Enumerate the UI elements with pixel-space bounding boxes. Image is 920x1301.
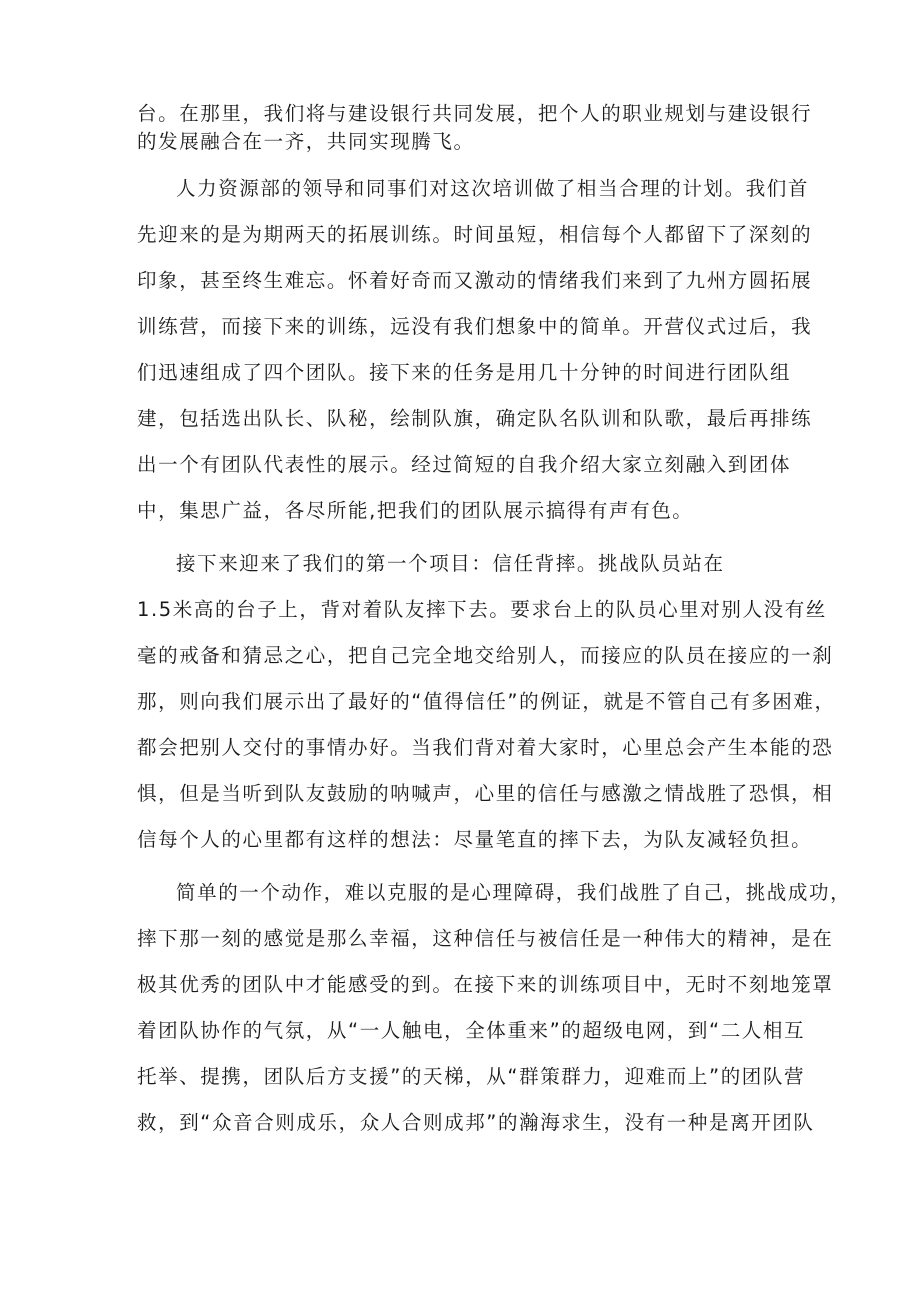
paragraph-start-line: 简单的一个动作，难以克服的是心理障碍，我们战胜了自己，挑战成功， <box>176 881 852 904</box>
text-line: 救，到“众音合则成乐，众人合则成邦”的瀚海求生，没有一种是离开团队 <box>137 1111 815 1134</box>
text-line: 1.5米高的台子上，背对着队友摔下去。要求台上的队员心里对别人没有丝 <box>137 598 827 621</box>
text-line: 先迎来的是为期两天的拓展训练。时间虽短，相信每个人都留下了深刻的 <box>137 223 813 246</box>
text-line: 出一个有团队代表性的展示。经过简短的自我介绍大家立刻融入到团体 <box>137 453 792 476</box>
text-line: 那，则向我们展示出了最好的“值得信任”的例证，就是不管自己有多困难， <box>137 690 836 713</box>
text-line: 印象，甚至终生难忘。怀着好奇而又激动的情绪我们来到了九州方圆拓展 <box>137 269 813 292</box>
text-line: 都会把别人交付的事情办好。当我们背对着大家时，心里总会产生本能的恐 <box>137 736 834 759</box>
paragraph-start-line: 人力资源部的领导和同事们对这次培训做了相当合理的计划。我们首 <box>176 177 810 200</box>
text-line: 惧，但是当听到队友鼓励的呐喊声，心里的信任与感激之情战胜了恐惧，相 <box>137 782 834 805</box>
text-line: 极其优秀的团队中才能感受的到。在接下来的训练项目中，无时不刻地笼罩 <box>137 973 834 996</box>
text-line: 建，包括选出队长、队秘，绘制队旗，确定队名队训和队歌，最后再排练 <box>137 407 813 430</box>
text-line: 信每个人的心里都有这样的想法：尽量笔直的摔下去，为队友减轻负担。 <box>137 828 813 851</box>
text-line: 们迅速组成了四个团队。接下来的任务是用几十分钟的时间进行团队组 <box>137 361 792 384</box>
text-line: 着团队协作的气氛，从“一人触电，全体重来”的超级电网，到“二人相互 <box>137 1019 806 1042</box>
text-line: 训练营，而接下来的训练，远没有我们想象中的简单。开营仪式过后，我 <box>137 315 813 338</box>
text-line: 的发展融合在一齐，共同实现腾飞。 <box>137 130 475 153</box>
text-line: 台。在那里，我们将与建设银行共同发展，把个人的职业规划与建设银行 <box>137 102 813 125</box>
text-line: 托举、提携，团队后方支援”的天梯，从“群策群力，迎难而上”的团队营 <box>137 1065 806 1088</box>
text-line: 毫的戒备和猜忌之心，把自己完全地交给别人，而接应的队员在接应的一刹 <box>137 644 834 667</box>
text-line: 中，集思广益，各尽所能,把我们的团队展示搞得有声有色。 <box>137 499 694 522</box>
paragraph-start-line: 接下来迎来了我们的第一个项目：信任背摔。挑战队员站在 <box>176 552 725 575</box>
text-line: 摔下那一刻的感觉是那么幸福，这种信任与被信任是一种伟大的精神，是在 <box>137 927 834 950</box>
